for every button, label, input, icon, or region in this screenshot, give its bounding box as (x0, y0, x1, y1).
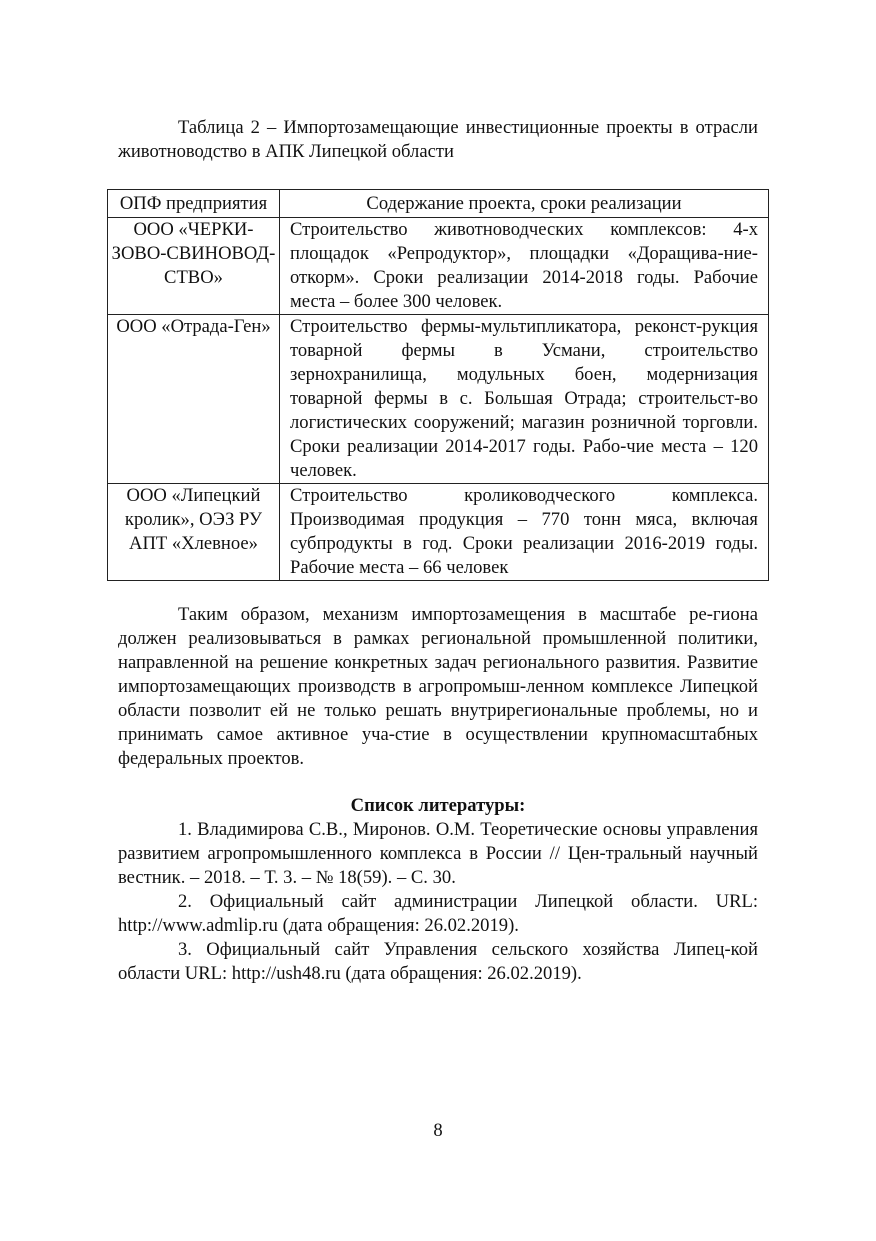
table-row (108, 315, 769, 484)
header-content: Содержание проекта, сроки реализации (280, 190, 769, 218)
company-cell: ООО «Липецкий кролик», ОЭЗ РУ АПТ «Хлевное» (108, 484, 280, 581)
table-header-row (108, 190, 769, 218)
reference-item: 3. Официальный сайт Управления сельского хозяйства Липец-кой области URL: http://ush48.ru (дата обращения: 26.02.2019). (118, 939, 758, 984)
table-row (108, 218, 769, 315)
projects-table (107, 189, 769, 581)
company-cell: ООО «ЧЕРКИ-ЗОВО-СВИНОВОД-СТВО» (108, 218, 280, 315)
conclusion-paragraph: Таким образом, механизм импортозамещения в масштабе ре-гиона должен реализовываться в рамках региональной промышленной политики, направленной на решение конкретных задач регионального развития. Развитие импортозамещающих производств в агропромыш-ленном комплексе Липецкой области позволит ей не только решать внутрирегиональные проблемы, но и принимать самое активное уча-стие в осуществлении крупномасштабных федеральных проектов. (118, 604, 758, 769)
reference-item: 2. Официальный сайт администрации Липецкой области. URL: http://www.admlip.ru (дата обращения: 26.02.2019). (118, 891, 758, 936)
content-cell: Строительство кролиководческого комплекса. Производимая продукция – 770 тонн мяса, включая субпродукты в год. Сроки реализации 2016-2019 годы. Рабочие места – 66 человек (280, 484, 769, 581)
company-cell: ООО «Отрада-Ген» (108, 315, 280, 484)
page-number: 8 (433, 1120, 443, 1141)
document-page (111, 116, 758, 986)
header-company: ОПФ предприятия (108, 190, 280, 218)
table-caption: Таблица 2 – Импортозамещающие инвестиционные проекты в отрасли животноводство в АПК Липецкой области (118, 117, 758, 162)
references-title: Список литературы: (350, 795, 526, 816)
reference-item: 1. Владимирова С.В., Миронов. О.М. Теоретические основы управления развитием агропромышленного комплекса в России // Цен-тральный научный вестник. – 2018. – Т. 3. – № 18(59). – С. 30. (118, 819, 758, 888)
content-cell: Строительство животноводческих комплексов: 4-х площадок «Репродуктор», площадки «Доращива-ние-откорм». Сроки реализации 2014-2018 годы. Рабочие места – более 300 человек. (280, 218, 769, 315)
content-cell: Строительство фермы-мультипликатора, реконст-рукция товарной фермы в Усмани, строительство зернохранилища, модульных боен, модернизация товарной фермы в с. Большая Отрада; строительст-во логистических сооружений; магазин розничной торговли. Сроки реализации 2014-2017 годы. Рабо-чие места – 120 человек. (280, 315, 769, 484)
table-row (108, 484, 769, 581)
